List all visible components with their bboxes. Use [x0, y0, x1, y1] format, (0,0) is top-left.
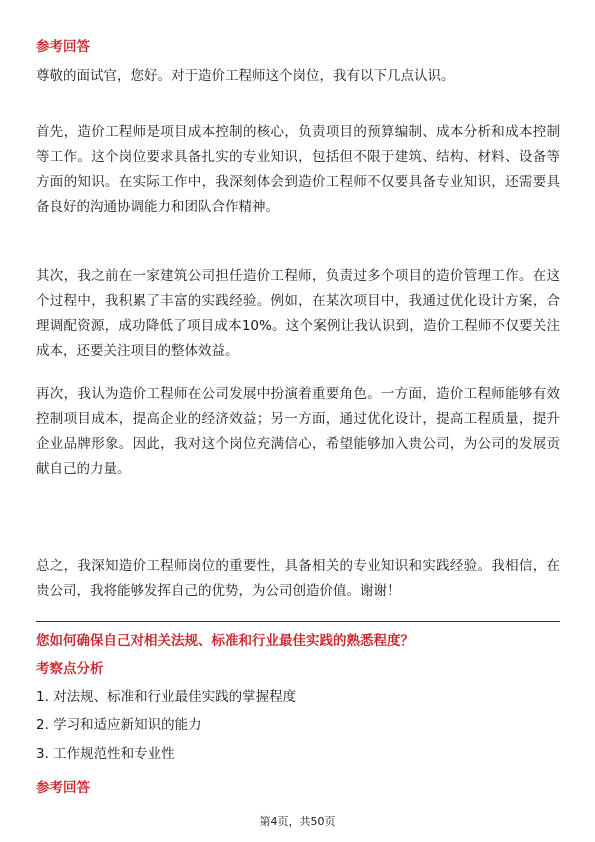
paragraph-text: 总之，我深知造价工程师岗位的重要性，具备相关的专业知识和实践经验。我相信，在贵公司，我将能够发挥自己的优势，为公司创造价值。谢谢！ — [36, 558, 560, 599]
list-item: 2. 学习和适应新知识的能力 — [36, 717, 202, 733]
list-item: 1. 对法规、标准和行业最佳实践的掌握程度 — [36, 689, 297, 705]
analysis-point-1 — [36, 688, 296, 706]
document-page — [36, 0, 560, 842]
answer-heading-text: 参考回答 — [36, 780, 90, 796]
page-footer — [0, 813, 595, 829]
analysis-point-2 — [36, 716, 202, 734]
answer-paragraph-intro — [36, 64, 560, 89]
page-number: 第4页，共50页 — [259, 815, 336, 828]
answer-paragraph-first — [36, 120, 560, 220]
paragraph-text: 首先，造价工程师是项目成本控制的核心，负责项目的预算编制、成本分析和成本控制等工作。这个岗位要求具备扎实的专业知识，包括但不限于建筑、结构、材料、设备等方面的知识。在实际工作中，我深刻体会到造价工程师不仅要具备专业知识，还需要具备良好的沟通协调能力和团队合作精神。 — [36, 124, 560, 215]
answer-heading-2 — [36, 779, 90, 797]
paragraph-text: 尊敬的面试官，您好。对于造价工程师这个岗位，我有以下几点认识。 — [36, 68, 455, 84]
answer-paragraph-third — [36, 382, 560, 482]
answer-paragraph-conclusion — [36, 554, 560, 604]
question-title-text: 您如何确保自己对相关法规、标准和行业最佳实践的熟悉程度？ — [36, 633, 414, 649]
paragraph-text: 其次，我之前在一家建筑公司担任造价工程师，负责过多个项目的造价管理工作。在这个过程中，我积累了丰富的实践经验。例如，在某次项目中，我通过优化设计方案，合理调配资源，成功降低了项目成本10%。这个案例让我认识到，造价工程师不仅要关注成本，还要关注项目的整体效益。 — [36, 268, 560, 359]
section-divider — [36, 621, 560, 622]
list-item: 3. 工作规范性和专业性 — [36, 746, 175, 762]
answer-paragraph-second — [36, 264, 560, 364]
analysis-heading — [36, 660, 104, 678]
answer-heading — [36, 38, 90, 56]
analysis-heading-text: 考察点分析 — [36, 661, 104, 677]
answer-heading-text: 参考回答 — [36, 39, 90, 55]
analysis-point-3 — [36, 745, 175, 763]
question-title — [36, 632, 560, 650]
paragraph-text: 再次，我认为造价工程师在公司发展中扮演着重要角色。一方面，造价工程师能够有效控制项目成本，提高企业的经济效益；另一方面，通过优化设计，提高工程质量，提升企业品牌形象。因此，我对这个岗位充满信心，希望能够加入贵公司，为公司的发展贡献自己的力量。 — [36, 386, 560, 477]
